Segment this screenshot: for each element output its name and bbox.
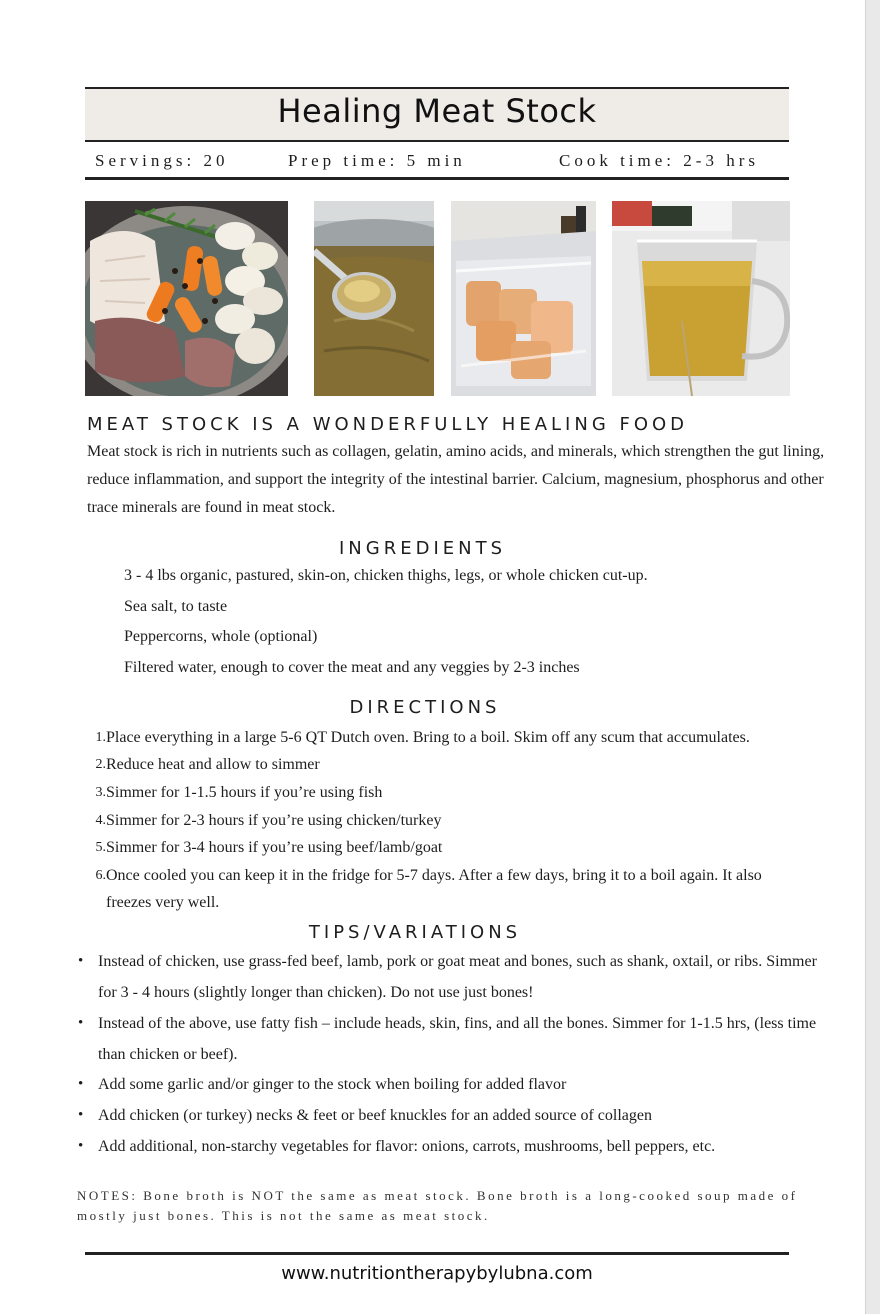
raw-ingredients-pot-photo <box>85 201 288 396</box>
ingredient-item: Peppercorns, whole (optional) <box>124 628 318 645</box>
step-number: 1. <box>95 730 106 745</box>
frozen-stock-cubes-photo <box>451 201 596 396</box>
tip-text: Instead of the above, use fatty fish – include heads, skin, fins, and all the bones. Simmer for 1-1.5 hrs, (less time than chicken or beef). <box>98 1015 817 1063</box>
tip-text: Add chicken (or turkey) necks & feet or beef knuckles for an added source of collagen <box>98 1107 652 1124</box>
bullet: • <box>78 953 84 969</box>
ingredient-item: Sea salt, to taste <box>124 598 228 615</box>
step-text: Once cooled you can keep it in the fridge for 5-7 days. After a few days, bring it to a boil again. It also freezes very well. <box>106 867 762 911</box>
bullet: • <box>78 1015 84 1031</box>
step-number: 2. <box>95 757 106 772</box>
page-edge <box>865 0 880 1314</box>
bullet: • <box>78 1138 84 1154</box>
ingredients-heading: INGREDIENTS <box>338 538 507 559</box>
stock-mug-photo <box>612 201 790 396</box>
step-number: 5. <box>95 840 106 855</box>
step-number: 3. <box>95 785 106 800</box>
bullet: • <box>78 1107 84 1123</box>
step-text: Simmer for 2-3 hours if you’re using chicken/turkey <box>106 812 442 829</box>
title-band <box>85 87 789 142</box>
footer-website[interactable]: www.nutritiontherapybylubna.com <box>281 1263 593 1284</box>
tip-text: Add some garlic and/or ginger to the stock when boiling for added flavor <box>98 1076 567 1093</box>
servings: Servings: 20 <box>95 151 229 170</box>
bullet: • <box>78 1076 84 1092</box>
tip-text: Add additional, non-starchy vegetables for flavor: onions, carrots, mushrooms, bell peppers, etc. <box>98 1138 716 1155</box>
intro-heading: MEAT STOCK IS A WONDERFULLY HEALING FOOD <box>87 414 689 435</box>
recipe-meta-row <box>85 142 789 180</box>
ingredient-item: Filtered water, enough to cover the meat and any veggies by 2-3 inches <box>124 659 580 676</box>
intro-body: Meat stock is rich in nutrients such as collagen, gelatin, amino acids, and minerals, which strengthen the gut lining, reduce inflammation, and support the integrity of the intestinal barrier. Calcium, magnesium, phosphorus and other trace minerals are found in meat stock. <box>87 443 825 516</box>
step-text: Reduce heat and allow to simmer <box>106 756 320 773</box>
footer-divider <box>85 1252 789 1255</box>
cook-time: Cook time: 2-3 hrs <box>559 151 759 170</box>
step-text: Place everything in a large 5-6 QT Dutch oven. Bring to a boil. Skim off any scum that accumulates. <box>106 729 750 746</box>
step-number: 6. <box>95 868 106 883</box>
step-number: 4. <box>95 813 106 828</box>
recipe-title: Healing Meat Stock <box>277 92 597 130</box>
prep-time: Prep time: 5 min <box>288 151 466 170</box>
stock-ladle-photo <box>314 201 434 396</box>
directions-heading: DIRECTIONS <box>349 697 501 718</box>
step-text: Simmer for 1-1.5 hours if you’re using fish <box>106 784 383 801</box>
tip-text: Instead of chicken, use grass-fed beef, lamb, pork or goat meat and bones, such as shank, oxtail, or ribs. Simmer for 3 - 4 hours (slightly longer than chicken). Do not use just bones! <box>98 953 817 1001</box>
ingredient-item: 3 - 4 lbs organic, pastured, skin-on, chicken thighs, legs, or whole chicken cut-up. <box>124 567 648 584</box>
notes: NOTES: Bone broth is NOT the same as meat stock. Bone broth is a long-cooked soup made of mostly just bones. This is not the same as meat stock. <box>77 1188 798 1223</box>
tips-heading: TIPS/VARIATIONS <box>308 922 522 943</box>
step-text: Simmer for 3-4 hours if you’re using beef/lamb/goat <box>106 839 443 856</box>
